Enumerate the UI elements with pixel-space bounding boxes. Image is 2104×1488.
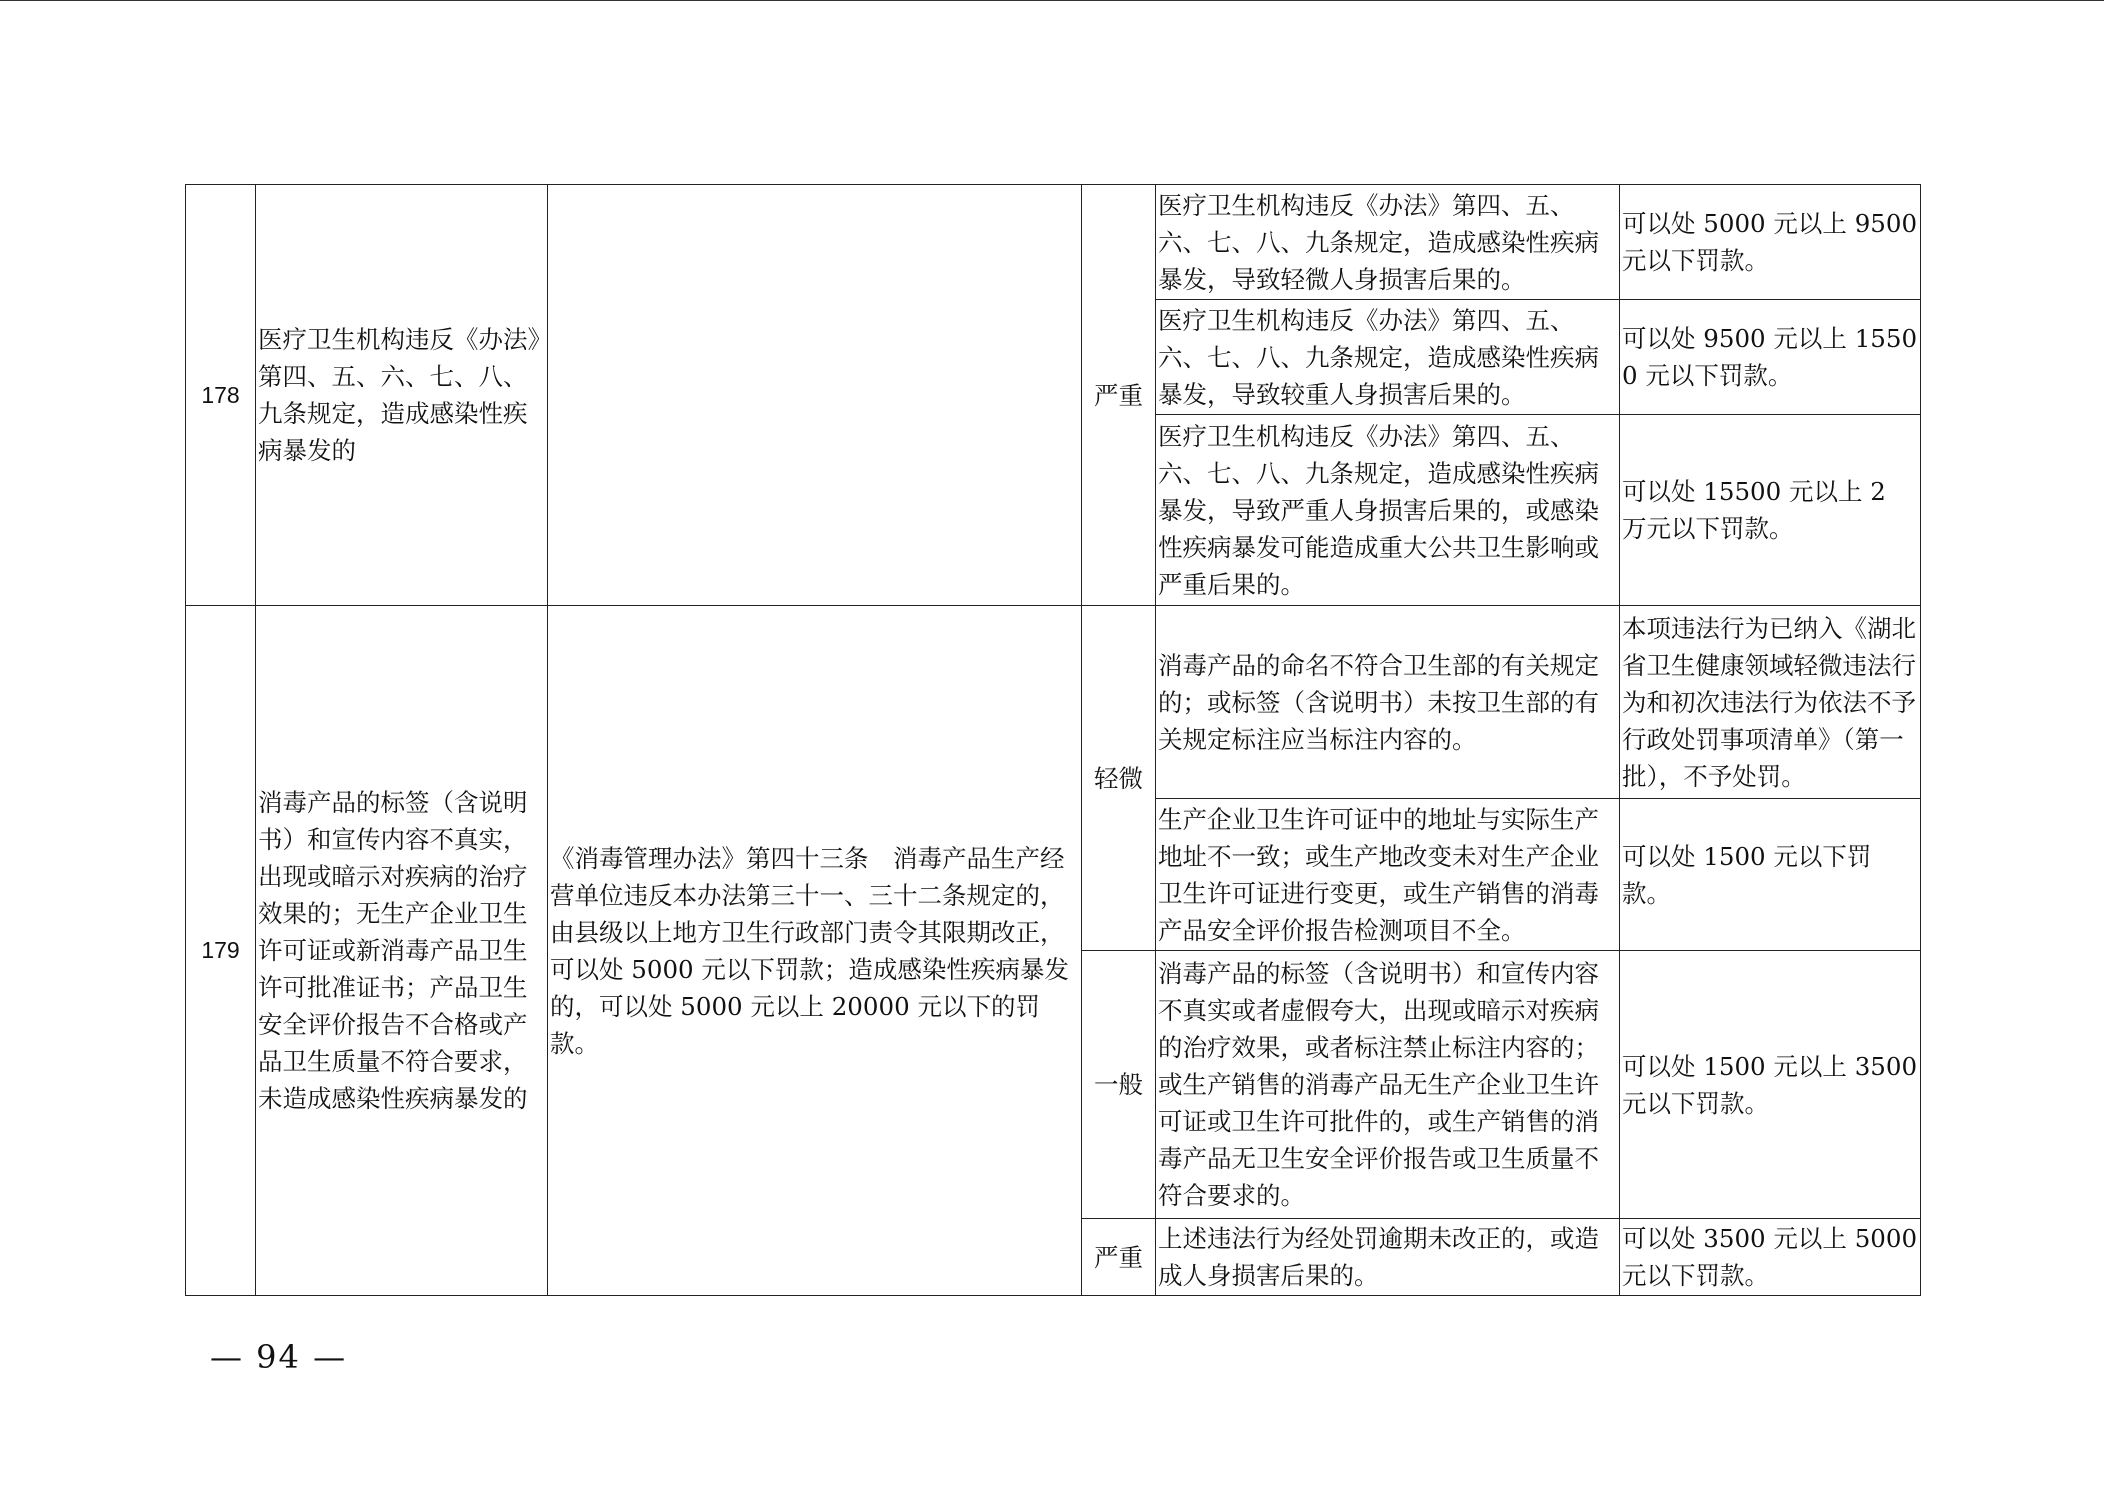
penalty-standard-cell: 本项违法行为已纳入《湖北省卫生健康领域轻微违法行为和初次违法行为依法不予行政处罚事项清单》（第一批），不予处罚。 <box>1620 606 1921 799</box>
penalty-standard-cell: 可以处 1500 元以下罚款。 <box>1620 799 1921 951</box>
penalty-standard-cell: 可以处 9500 元以上 15500 元以下罚款。 <box>1620 300 1921 415</box>
penalty-standard-table <box>185 184 1921 1296</box>
item-number: 179 <box>186 606 256 1296</box>
circumstance-cell: 生产企业卫生许可证中的地址与实际生产地址不一致；或生产地改变未对生产企业卫生许可证进行变更，或生产销售的消毒产品安全评价报告检测项目不全。 <box>1156 799 1620 951</box>
severity-level: 严重 <box>1082 185 1156 606</box>
penalty-standard-cell: 可以处 1500 元以上 3500 元以下罚款。 <box>1620 951 1921 1219</box>
circumstance-cell: 医疗卫生机构违反《办法》第四、五、六、七、八、九条规定，造成感染性疾病暴发，导致严重人身损害后果的，或感染性疾病暴发可能造成重大公共卫生影响或严重后果的。 <box>1156 415 1620 606</box>
table-row-179-a <box>186 606 1921 799</box>
severity-level: 轻微 <box>1082 606 1156 951</box>
violation-description: 消毒产品的标签（含说明书）和宣传内容不真实，出现或暗示对疾病的治疗效果的；无生产企业卫生许可证或新消毒产品卫生许可批准证书；产品卫生安全评价报告不合格或产品卫生质量不符合要求，未造成感染性疾病暴发的 <box>256 606 548 1296</box>
circumstance-cell: 医疗卫生机构违反《办法》第四、五、六、七、八、九条规定，造成感染性疾病暴发，导致较重人身损害后果的。 <box>1156 300 1620 415</box>
circumstance-cell: 上述违法行为经处罚逾期未改正的，或造成人身损害后果的。 <box>1156 1219 1620 1296</box>
circumstance-cell: 医疗卫生机构违反《办法》第四、五、六、七、八、九条规定，造成感染性疾病暴发，导致轻微人身损害后果的。 <box>1156 185 1620 300</box>
legal-basis <box>548 185 1082 606</box>
penalty-standard-cell: 可以处 15500 元以上 2 万元以下罚款。 <box>1620 415 1921 606</box>
penalty-standard-cell: 可以处 5000 元以上 9500 元以下罚款。 <box>1620 185 1921 300</box>
violation-description: 医疗卫生机构违反《办法》第四、五、六、七、八、九条规定，造成感染性疾病暴发的 <box>256 185 548 606</box>
penalty-standard-cell: 可以处 3500 元以上 5000 元以下罚款。 <box>1620 1219 1921 1296</box>
circumstance-cell: 消毒产品的标签（含说明书）和宣传内容不真实或者虚假夸大，出现或暗示对疾病的治疗效果，或者标注禁止标注内容的；或生产销售的消毒产品无生产企业卫生许可证或卫生许可批件的，或生产销售的消毒产品无卫生安全评价报告或卫生质量不符合要求的。 <box>1156 951 1620 1219</box>
severity-level: 一般 <box>1082 951 1156 1219</box>
top-border-line <box>0 0 2104 1</box>
severity-level: 严重 <box>1082 1219 1156 1296</box>
page-number: — 94 — <box>210 1338 348 1376</box>
table-row-178-a <box>186 185 1921 300</box>
item-number: 178 <box>186 185 256 606</box>
legal-basis: 《消毒管理办法》第四十三条 消毒产品生产经营单位违反本办法第三十一、三十二条规定的，由县级以上地方卫生行政部门责令其限期改正，可以处 5000 元以下罚款；造成感染性疾病暴发的，可以处 5000 元以上 20000 元以下的罚款。 <box>548 606 1082 1296</box>
circumstance-cell: 消毒产品的命名不符合卫生部的有关规定的；或标签（含说明书）未按卫生部的有关规定标注应当标注内容的。 <box>1156 606 1620 799</box>
